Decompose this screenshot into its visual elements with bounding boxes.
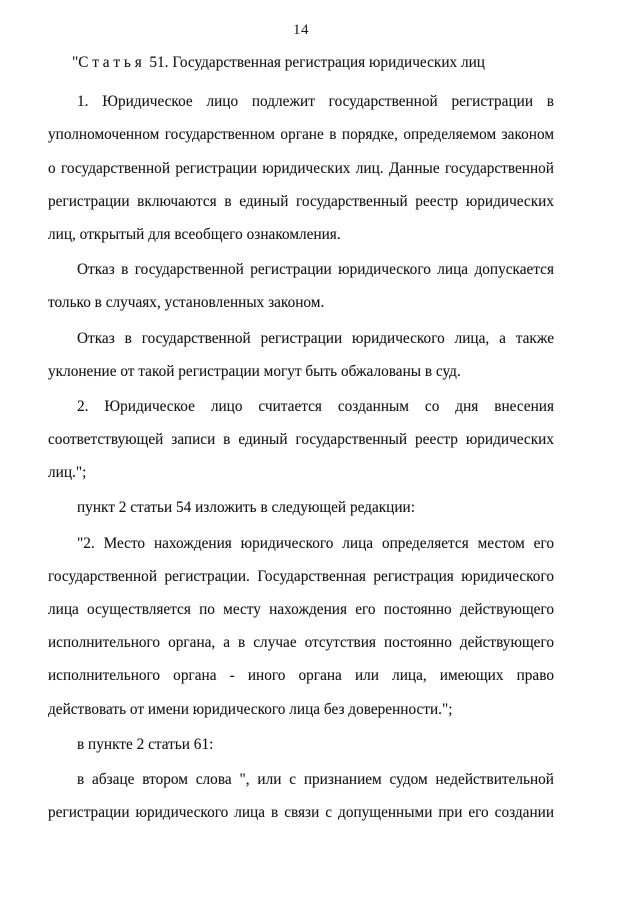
- text-line: исполнительного органа - иного органа или лица, имеющих право: [48, 667, 554, 685]
- text-line: пункт 2 статьи 54 изложить в следующей редакции:: [77, 499, 415, 517]
- text-line: "2. Место нахождения юридического лица определяется местом его: [77, 534, 554, 552]
- text-line: государственной регистрации. Государственная регистрация юридического: [48, 567, 554, 585]
- document-content: [48, 46, 554, 829]
- text-line: уклонение от такой регистрации могут быть обжалованы в суд.: [48, 362, 461, 380]
- text-line: в пункте 2 статьи 61:: [77, 735, 214, 753]
- text-line: 1. Юридическое лицо подлежит государственной регистрации в: [77, 93, 554, 111]
- page-number: 14: [293, 22, 309, 38]
- text-line: лица осуществляется по месту нахождения его постоянно действующего: [48, 601, 554, 618]
- text-line: в абзаце втором слова ", или с признанием судом недействительной: [77, 770, 554, 788]
- paragraphs-container: [48, 85, 554, 829]
- text-line: только в случаях, установленных законом.: [48, 294, 325, 312]
- text-line: регистрации включаются в единый государственный реестр юридических: [48, 192, 554, 210]
- text-line: уполномоченном государственном органе в порядке, определяемом законом: [48, 126, 554, 144]
- text-line: Отказ в государственной регистрации юридического лица, а также: [77, 329, 554, 347]
- text-line: лиц.";: [48, 464, 87, 482]
- text-line: регистрации юридического лица в связи с допущенными при его создании: [48, 804, 554, 822]
- text-line: лиц, открытый для всеобщего ознакомления.: [48, 225, 341, 243]
- text-line: Отказ в государственной регистрации юридического лица допускается: [77, 261, 554, 279]
- text-line: 2. Юридическое лицо считается созданным со дня внесения: [77, 397, 554, 415]
- text-line: соответствующей записи в единый государственный реестр юридических: [48, 431, 554, 449]
- text-line: исполнительного органа, а в случае отсутствия постоянно действующего: [48, 634, 554, 652]
- article-title: "С т а т ь я 51. Государственная регистрация юридических лиц: [72, 54, 485, 71]
- text-line: действовать от имени юридического лица без доверенности.";: [48, 700, 453, 718]
- text-line: о государственной регистрации юридических лиц. Данные государственной: [48, 159, 554, 177]
